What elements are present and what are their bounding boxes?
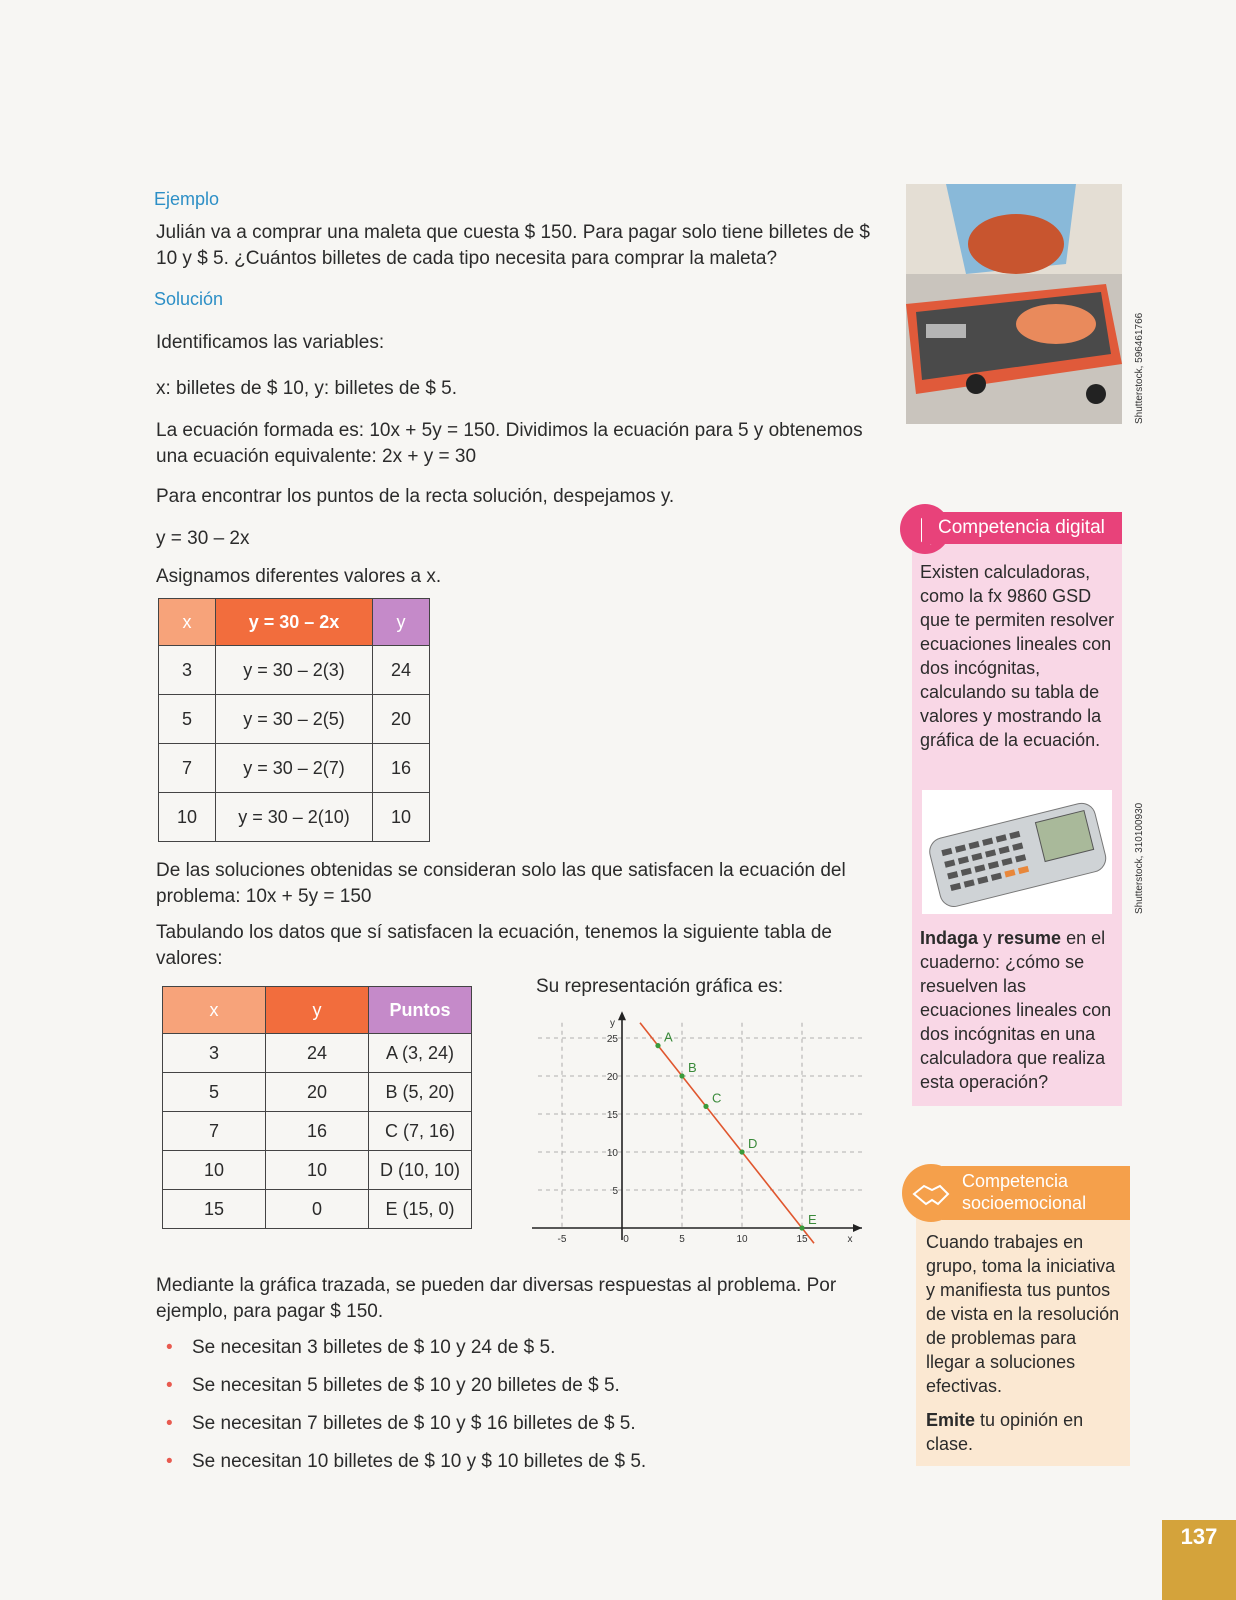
data-point bbox=[655, 1043, 660, 1048]
table2-header-points: Puntos bbox=[369, 987, 472, 1034]
digital-text: Existen calculadoras, como la fx 9860 GSD que te permiten resolver ecuaciones lineales con dos incógnitas, calculando su tabla de valores y mostrando la gráfica de la ecuación. bbox=[920, 562, 1115, 750]
cell: y = 30 – 2(7) bbox=[216, 744, 373, 793]
cell: 0 bbox=[266, 1190, 369, 1229]
table1-header-x: x bbox=[159, 599, 216, 646]
y-tick-label: 25 bbox=[606, 1034, 618, 1045]
y-tick-label: 20 bbox=[606, 1072, 618, 1083]
cell: 5 bbox=[163, 1073, 266, 1112]
title-line: Competencia bbox=[962, 1171, 1069, 1191]
problem-text: Julián va a comprar una maleta que cuesta $ 150. Para pagar solo tiene billetes de $ 10 y $ 5. ¿Cuántos billetes de cada tipo necesita para comprar la maleta? bbox=[156, 222, 871, 269]
table-row bbox=[163, 1151, 472, 1190]
point-label: D bbox=[748, 1136, 758, 1151]
y-axis-arrow bbox=[618, 1011, 626, 1020]
x-tick-label: 5 bbox=[679, 1234, 685, 1245]
y-axis-label: y bbox=[610, 1017, 615, 1029]
solution-line bbox=[640, 1023, 814, 1243]
table2-header-x: x bbox=[163, 987, 266, 1034]
point-label: C bbox=[712, 1090, 722, 1106]
cell: B (5, 20) bbox=[369, 1073, 472, 1112]
x-axis-arrow bbox=[853, 1224, 862, 1232]
example-heading: Ejemplo bbox=[154, 189, 220, 209]
cell: 20 bbox=[266, 1073, 369, 1112]
table-row bbox=[163, 1112, 472, 1151]
cell: 20 bbox=[373, 695, 430, 744]
digital-title bbox=[900, 510, 1122, 546]
table-row bbox=[159, 793, 430, 842]
calculator-credit: Shutterstock, 310100930 bbox=[1134, 802, 1145, 914]
cell: 10 bbox=[266, 1151, 369, 1190]
cell: 16 bbox=[373, 744, 430, 793]
data-point bbox=[799, 1225, 804, 1230]
x-tick-label: 0 bbox=[623, 1234, 629, 1245]
bold-word: Indaga bbox=[920, 928, 979, 948]
handshake-icon bbox=[902, 1164, 960, 1222]
y-expression: y = 30 – 2x bbox=[156, 528, 250, 549]
cell: 24 bbox=[373, 646, 430, 695]
line-graph bbox=[530, 1002, 880, 1252]
point-label: E bbox=[808, 1212, 817, 1227]
table-row bbox=[159, 744, 430, 793]
socioemotional-title bbox=[902, 1166, 1130, 1222]
digital-question bbox=[920, 926, 1116, 1094]
answer-list bbox=[164, 1335, 881, 1475]
point-label: A bbox=[664, 1029, 673, 1045]
cell: 10 bbox=[159, 793, 216, 842]
solve-y-text: Para encontrar los puntos de la recta solución, despejamos y. bbox=[156, 486, 675, 507]
x-tick-label: 15 bbox=[796, 1234, 808, 1245]
cell: A (3, 24) bbox=[369, 1034, 472, 1073]
suitcase-photo bbox=[906, 184, 1122, 424]
cell: 3 bbox=[159, 646, 216, 695]
bold-word: resume bbox=[997, 928, 1062, 948]
tabulating-text: Tabulando los datos que sí satisfacen la ecuación, tenemos la siguiente tabla de valores: bbox=[156, 922, 833, 969]
photo-credit: Shutterstock, 596461766 bbox=[1134, 312, 1145, 424]
equation-text: La ecuación formada es: 10x + 5y = 150. Dividimos la ecuación para 5 y obtenemos una ecuación equivalente: 2x + y = 30 bbox=[156, 420, 863, 467]
table1-header-formula: y = 30 – 2x bbox=[216, 599, 373, 646]
main-column bbox=[156, 186, 881, 1487]
point-label: B bbox=[688, 1060, 697, 1075]
data-point bbox=[703, 1104, 708, 1109]
socioemotional-text bbox=[926, 1230, 1124, 1456]
socioemotional-title-text bbox=[942, 1166, 1130, 1220]
cell: 24 bbox=[266, 1034, 369, 1073]
digital-title-text: Competencia digital bbox=[922, 512, 1122, 544]
cell: 10 bbox=[373, 793, 430, 842]
table-row bbox=[159, 646, 430, 695]
table1-header-y: y bbox=[373, 599, 430, 646]
cell: 15 bbox=[163, 1190, 266, 1229]
table-row bbox=[163, 1073, 472, 1112]
x-tick-label: -5 bbox=[557, 1234, 567, 1245]
bold-word: Emite bbox=[926, 1410, 976, 1430]
after-table-text: De las soluciones obtenidas se consideran solo las que satisfacen la ecuación del problema: 10x + 5y = 150 bbox=[156, 860, 846, 907]
values-table bbox=[158, 598, 430, 842]
table-row bbox=[163, 1190, 472, 1229]
y-tick-label: 15 bbox=[606, 1110, 618, 1121]
x-tick-label: x bbox=[847, 1234, 853, 1245]
cell: y = 30 – 2(3) bbox=[216, 646, 373, 695]
cell: 7 bbox=[163, 1112, 266, 1151]
cell: E (15, 0) bbox=[369, 1190, 472, 1229]
table2-header-y: y bbox=[266, 987, 369, 1034]
list-item: • Se necesitan 5 billetes de $ 10 y 20 billetes de $ 5. bbox=[164, 1373, 881, 1399]
cell: C (7, 16) bbox=[369, 1112, 472, 1151]
list-item: • Se necesitan 3 billetes de $ 10 y 24 de $ 5. bbox=[164, 1335, 881, 1361]
graph-title: Su representación gráfica es: bbox=[536, 976, 784, 997]
text: y bbox=[978, 928, 998, 948]
list-item: • Se necesitan 10 billetes de $ 10 y $ 10 billetes de $ 5. bbox=[164, 1449, 881, 1475]
list-item: • Se necesitan 7 billetes de $ 10 y $ 16 billetes de $ 5. bbox=[164, 1411, 881, 1437]
cell: D (10, 10) bbox=[369, 1151, 472, 1190]
table-row bbox=[159, 695, 430, 744]
title-line: socioemocional bbox=[962, 1193, 1087, 1213]
text: en el cuaderno: ¿cómo se resuelven las ecuaciones lineales con dos incógnitas en una calculadora que realiza esta operación? bbox=[920, 928, 1112, 1092]
cell: y = 30 – 2(10) bbox=[216, 793, 373, 842]
solution-heading: Solución bbox=[154, 289, 224, 309]
cell: 10 bbox=[163, 1151, 266, 1190]
identify-text: Identificamos las variables: bbox=[156, 332, 385, 353]
cell: 16 bbox=[266, 1112, 369, 1151]
text: tu opinión en clase. bbox=[926, 1410, 1084, 1454]
cell: 5 bbox=[159, 695, 216, 744]
x-tick-label: 10 bbox=[736, 1234, 748, 1245]
data-point bbox=[679, 1073, 684, 1078]
points-table bbox=[162, 986, 472, 1229]
data-point bbox=[739, 1149, 744, 1154]
table-row bbox=[163, 1034, 472, 1073]
conclusion-text: Mediante la gráfica trazada, se pueden dar diversas respuestas al problema. Por ejemplo, para pagar $ 150. bbox=[156, 1275, 837, 1322]
page-number: 137 bbox=[1162, 1520, 1236, 1600]
assign-text: Asignamos diferentes valores a x. bbox=[156, 566, 442, 587]
cell: y = 30 – 2(5) bbox=[216, 695, 373, 744]
variables-text: x: billetes de $ 10, y: billetes de $ 5. bbox=[156, 378, 458, 399]
cell: 3 bbox=[163, 1034, 266, 1073]
cell: 7 bbox=[159, 744, 216, 793]
y-tick-label: 5 bbox=[612, 1186, 618, 1197]
text: Cuando trabajes en grupo, toma la iniciativa y manifiesta tus puntos de vista en la resolución de problemas para llegar a soluciones efectivas. bbox=[926, 1232, 1120, 1396]
calculator-image bbox=[922, 790, 1112, 914]
y-tick-label: 10 bbox=[606, 1148, 618, 1159]
